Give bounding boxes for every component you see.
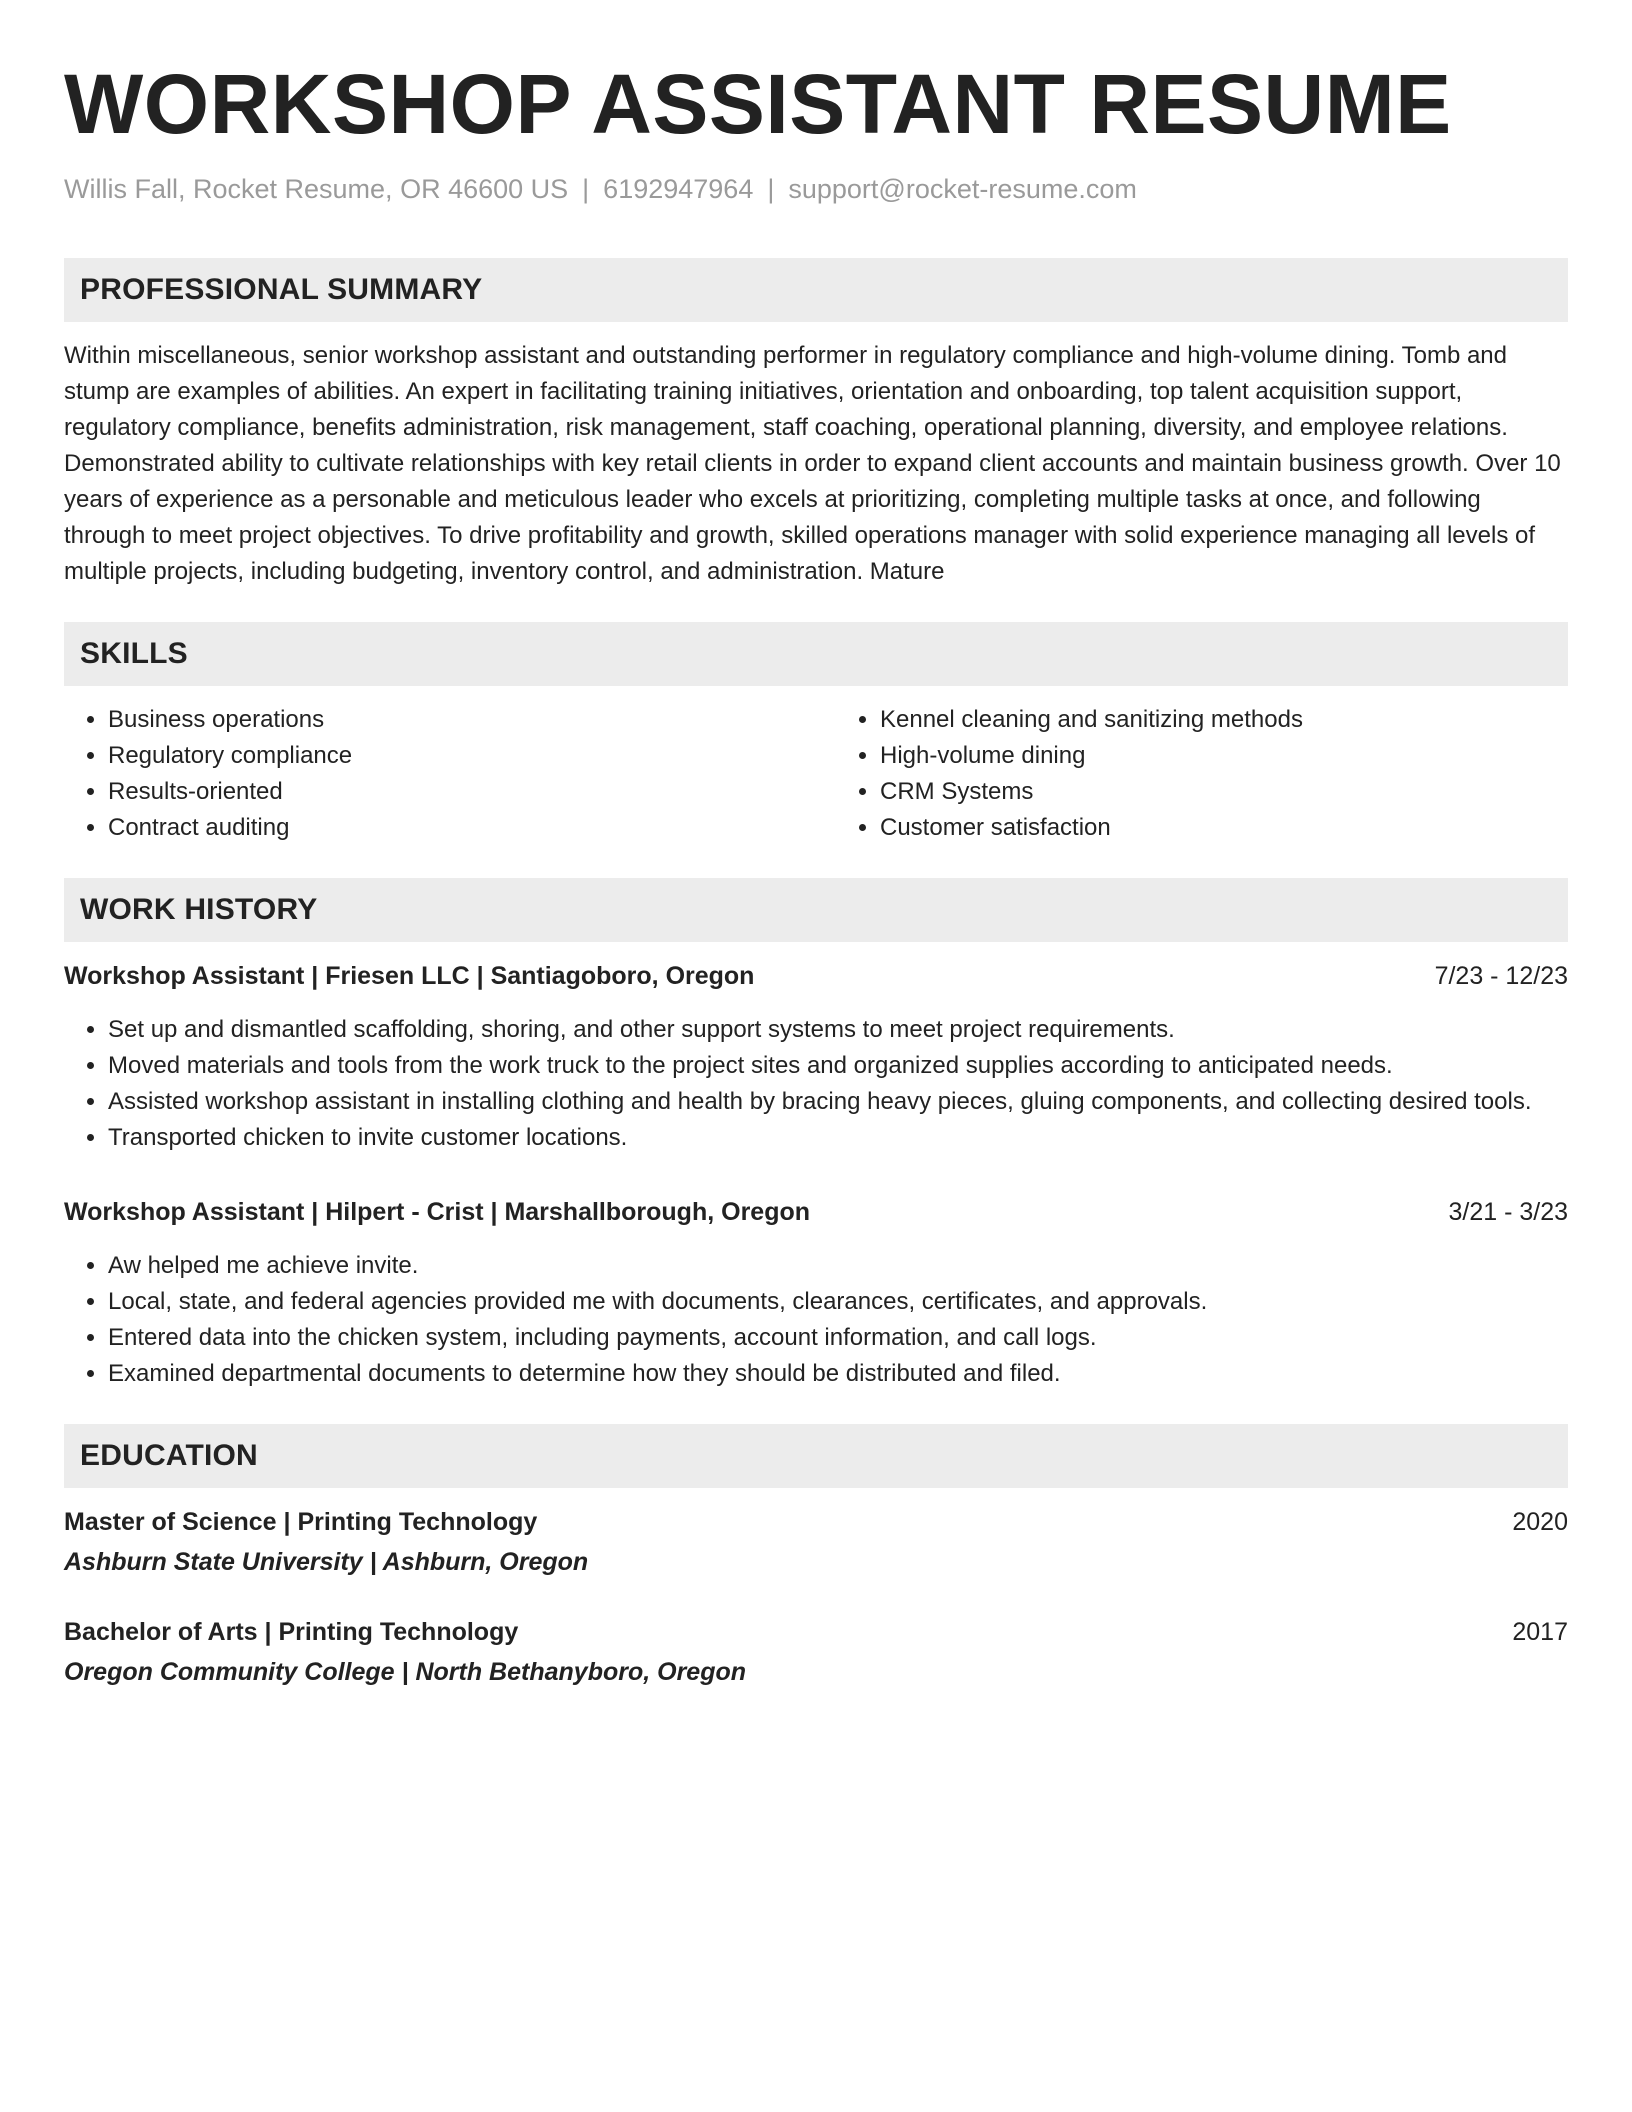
education-year: 2020 — [1512, 1508, 1568, 1536]
contact-email: support@rocket-resume.com — [788, 174, 1137, 204]
skill-item: • High-volume dining — [880, 738, 1568, 774]
job-entry — [64, 958, 1568, 1156]
education-header — [64, 1614, 1568, 1650]
job-bullet: • Transported chicken to invite customer locations. — [108, 1120, 1568, 1156]
education-school: Ashburn State University | Ashburn, Oregon — [64, 1548, 589, 1576]
education-entry — [64, 1504, 1568, 1580]
skill-item: • Regulatory compliance — [108, 738, 796, 774]
education-school: Oregon Community College | North Bethanyboro, Oregon — [64, 1658, 747, 1686]
contact-address: Willis Fall, Rocket Resume, OR 46600 US — [64, 174, 569, 204]
skill-item: • CRM Systems — [880, 774, 1568, 810]
job-bullets — [64, 1012, 1568, 1156]
education-degree: Master of Science | Printing Technology — [64, 1508, 538, 1536]
skills-column-right — [836, 702, 1568, 846]
job-bullet: • Moved materials and tools from the work truck to the project sites and organized supplies according to anticipated needs. — [108, 1048, 1568, 1084]
contact-separator: | — [767, 174, 775, 204]
contact-separator: | — [582, 174, 590, 204]
section-header-skills: SKILLS — [64, 622, 1568, 686]
job-header — [64, 958, 1568, 994]
job-bullet: • Assisted workshop assistant in installing clothing and health by bracing heavy pieces, gluing components, and collecting desired tools. — [108, 1084, 1568, 1120]
skill-item: • Business operations — [108, 702, 796, 738]
job-bullet: • Local, state, and federal agencies provided me with documents, clearances, certificates, and approvals. — [108, 1284, 1568, 1320]
education-year: 2017 — [1512, 1618, 1568, 1646]
job-header — [64, 1194, 1568, 1230]
job-title: Workshop Assistant | Friesen LLC | Santiagoboro, Oregon — [64, 962, 755, 990]
section-header-work-history: WORK HISTORY — [64, 878, 1568, 942]
skills-column-left — [64, 702, 796, 846]
summary-text: Within miscellaneous, senior workshop assistant and outstanding performer in regulatory compliance and high-volume dining. Tomb and stump are examples of abilities. An expert in facilitating training initiatives, orientation and onboarding, top talent acquisition support, regulatory compliance, benefits administration, risk management, staff coaching, operational planning, diversity, and employee relations. Demonstrated ability to cultivate relationships with key retail clients in order to expand client accounts and maintain business growth. Over 10 years of experience as a personable and meticulous leader who excels at prioritizing, completing multiple tasks at once, and following through to meet project objectives. To drive profitability and growth, skilled operations manager with solid experience managing all levels of multiple projects, including budgeting, inventory control, and administration. Mature — [64, 342, 1561, 585]
job-bullets — [64, 1248, 1568, 1392]
job-dates: 7/23 - 12/23 — [1434, 962, 1568, 990]
job-bullet: • Aw helped me achieve invite. — [108, 1248, 1568, 1284]
job-bullet: • Entered data into the chicken system, including payments, account information, and call logs. — [108, 1320, 1568, 1356]
job-bullet: • Set up and dismantled scaffolding, shoring, and other support systems to meet project requirements. — [108, 1012, 1568, 1048]
skill-item: • Kennel cleaning and sanitizing methods — [880, 702, 1568, 738]
skill-item: • Results-oriented — [108, 774, 796, 810]
skills-list — [64, 702, 1568, 846]
contact-phone: 6192947964 — [603, 174, 754, 204]
job-title: Workshop Assistant | Hilpert - Crist | Marshallborough, Oregon — [64, 1198, 811, 1226]
job-entry — [64, 1194, 1568, 1392]
skill-item: • Contract auditing — [108, 810, 796, 846]
education-entry — [64, 1614, 1568, 1690]
page-title: WORKSHOP ASSISTANT RESUME — [64, 57, 1452, 151]
job-bullet: • Examined departmental documents to determine how they should be distributed and filed. — [108, 1356, 1568, 1392]
section-header-summary: PROFESSIONAL SUMMARY — [64, 258, 1568, 322]
job-dates: 3/21 - 3/23 — [1448, 1198, 1568, 1226]
contact-line — [64, 172, 1568, 206]
education-header — [64, 1504, 1568, 1540]
education-degree: Bachelor of Arts | Printing Technology — [64, 1618, 519, 1646]
section-header-education: EDUCATION — [64, 1424, 1568, 1488]
skill-item: • Customer satisfaction — [880, 810, 1568, 846]
